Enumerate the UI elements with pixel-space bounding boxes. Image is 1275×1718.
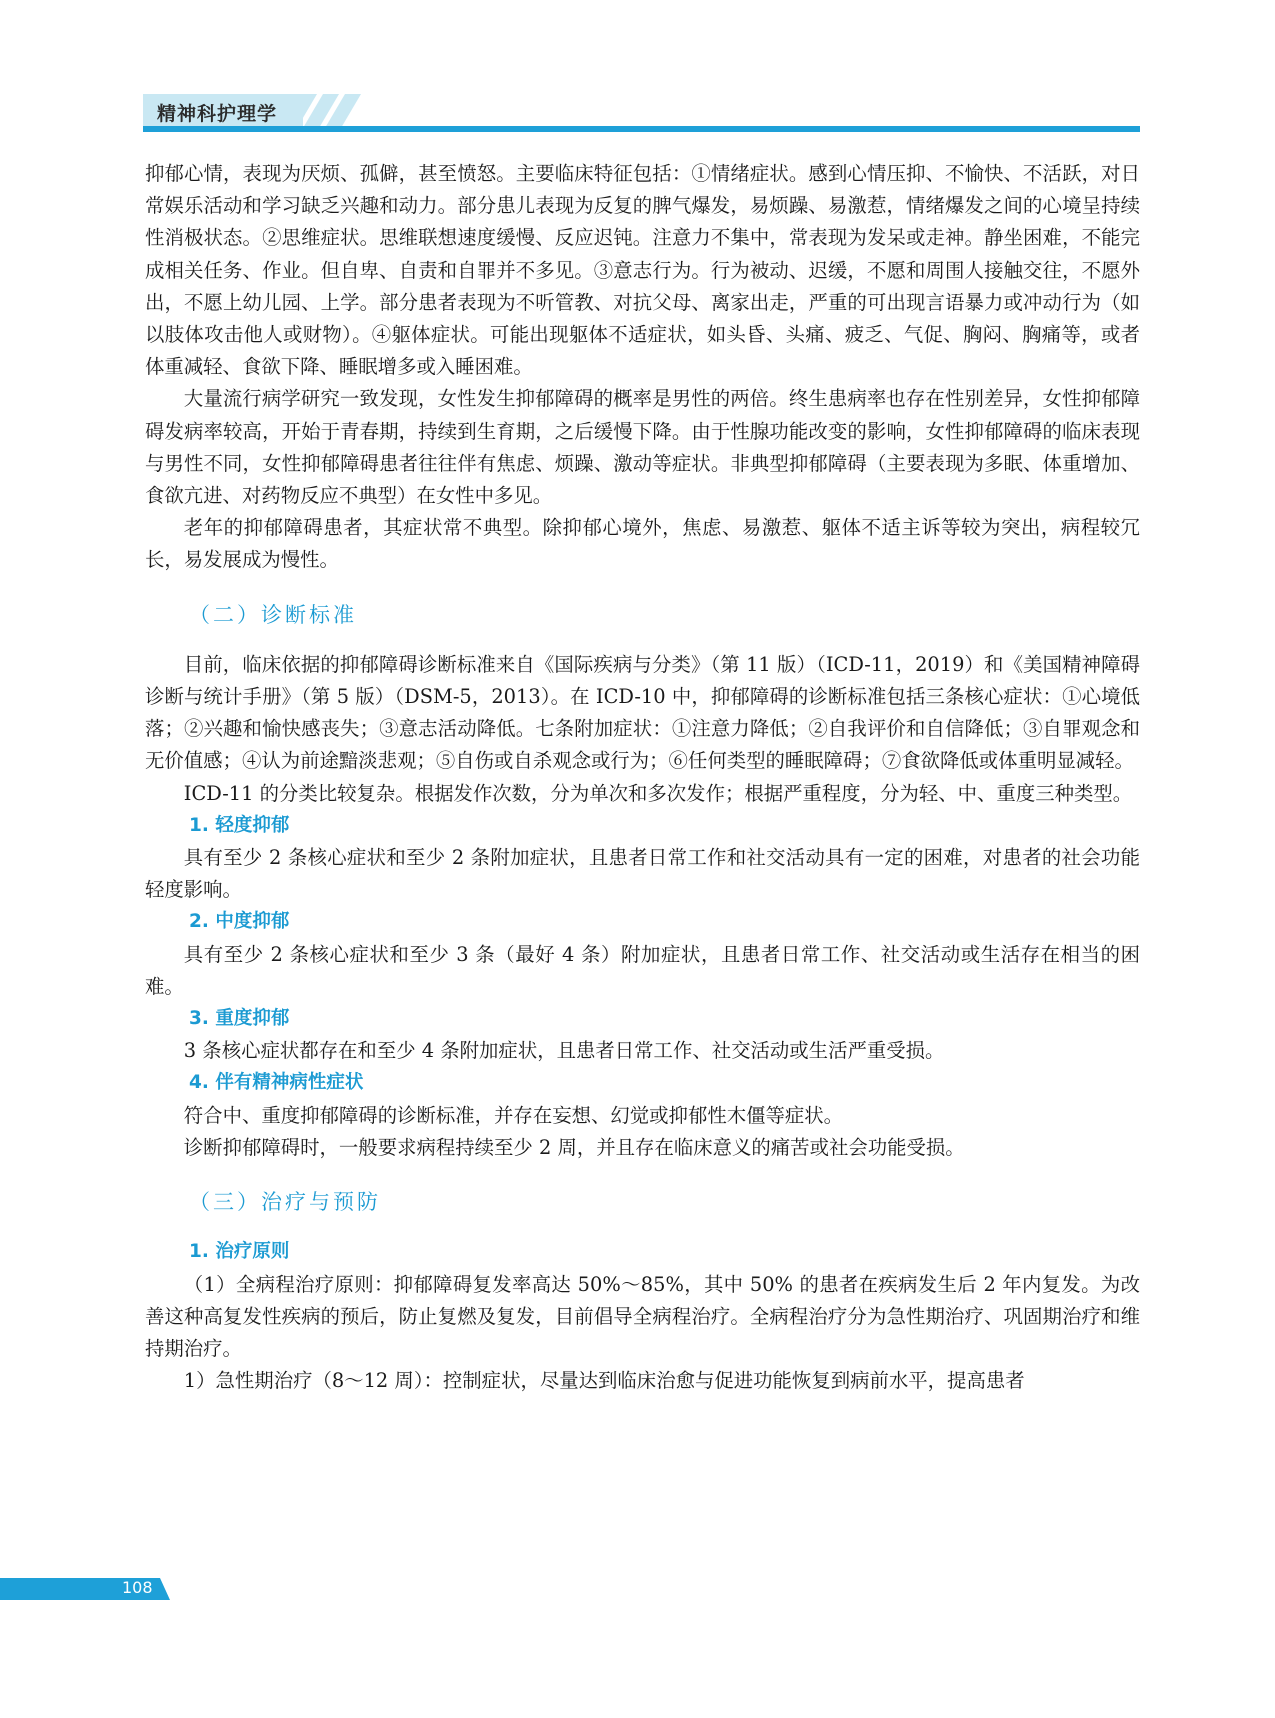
paragraph: 符合中、重度抑郁障碍的诊断标准，并存在妄想、幻觉或抑郁性木僵等症状。 [183,1103,844,1127]
paragraph: 目前，临床依据的抑郁障碍诊断标准来自《国际疾病与分类》（第 11 版）（ICD-11，2019）和《美国精神障碍诊断与统计手册》（第 5 版）（DSM-5，2013）。在 ICD-10 中，抑郁障碍的诊断标准包括三条核心症状：①心境低落；②兴趣和愉快感丧失；③意志活动降低。七条附加症状：①注意力降低；②自我评价和自信降低；③自罪观念和无价值感；④认为前途黯淡悲观；⑤自伤或自杀观念或行为；⑥任何类型的睡眠障碍；⑦食欲降低或体重明显减轻。 [145,652,1140,773]
paragraph: （1）全病程治疗原则：抑郁障碍复发率高达 50%～85%，其中 50% 的患者在疾病发生后 2 年内复发。为改善这种高复发性疾病的预后，防止复燃及复发，目前倡导全病程治疗。全病程治疗分为急性期治疗、巩固期治疗和维持期治疗。 [145,1272,1140,1360]
subheading: 4. 伴有精神病性症状 [189,1072,364,1094]
paragraph: 1）急性期治疗（8～12 周）：控制症状，尽量达到临床治愈与促进功能恢复到病前水平，提高患者 [183,1369,1025,1393]
paragraph: 老年的抑郁障碍患者，其症状常不典型。除抑郁心境外，焦虑、易激惹、躯体不适主诉等较为突出，病程较冗长，易发展成为慢性。 [145,516,1140,572]
page-number: 108 [122,1578,153,1597]
paragraph: 诊断抑郁障碍时，一般要求病程持续至少 2 周，并且存在临床意义的痛苦或社会功能受损。 [183,1135,965,1159]
paragraph: 抑郁心情，表现为厌烦、孤僻，甚至愤怒。主要临床特征包括：①情绪症状。感到心情压抑、不愉快、不活跃，对日常娱乐活动和学习缺乏兴趣和动力。部分患儿表现为反复的脾气爆发，易烦躁、易激惹，情绪爆发之间的心境呈持续性消极状态。②思维症状。思维联想速度缓慢、反应迟钝。注意力不集中，常表现为发呆或走神。静坐困难，不能完成相关任务、作业。但自卑、自责和自罪并不多见。③意志行为。行为被动、迟缓，不愿和周围人接触交往，不愿外出，不愿上幼儿园、上学。部分患者表现为不听管教、对抗父母、离家出走，严重的可出现言语暴力或冲动行为（如以肢体攻击他人或财物）。④躯体症状。可能出现躯体不适症状，如头昏、头痛、疲乏、气促、胸闷、胸痛等，或者体重减轻、食欲下降、睡眠增多或入睡困难。 [145,162,1140,379]
section-heading: （三）治疗与预防 [189,1190,381,1215]
subheading: 2. 中度抑郁 [189,911,290,933]
book-title: 精神科护理学 [157,103,278,125]
paragraph: 大量流行病学研究一致发现，女性发生抑郁障碍的概率是男性的两倍。终生患病率也存在性别差异，女性抑郁障碍发病率较高，开始于青春期，持续到生育期，之后缓慢下降。由于性腺功能改变的影响，女性抑郁障碍的临床表现与男性不同，女性抑郁障碍患者往往伴有焦虑、烦躁、激动等症状。非典型抑郁障碍（主要表现为多眠、体重增加、食欲亢进、对药物反应不典型）在女性中多见。 [145,387,1140,508]
paragraph: 具有至少 2 条核心症状和至少 3 条（最好 4 条）附加症状，且患者日常工作、社交活动或生活存在相当的困难。 [145,942,1140,998]
page-body [145,158,1140,1397]
running-header [143,94,1140,132]
paragraph: 具有至少 2 条核心症状和至少 2 条附加症状，且患者日常工作和社交活动具有一定的困难，对患者的社会功能轻度影响。 [145,846,1140,902]
page-footer [0,1578,170,1600]
subheading: 3. 重度抑郁 [189,1008,290,1030]
paragraph: 3 条核心症状都存在和至少 4 条附加症状，且患者日常工作、社交活动或生活严重受损。 [183,1039,945,1063]
header-stripes-decoration [283,94,503,128]
section-heading: （二）诊断标准 [189,602,357,627]
header-rule [143,126,1140,132]
paragraph: ICD-11 的分类比较复杂。根据发作次数，分为单次和多次发作；根据严重程度，分为轻、中、重度三种类型。 [183,781,1133,805]
subheading: 1. 轻度抑郁 [189,814,290,836]
subheading: 1. 治疗原则 [189,1241,290,1263]
